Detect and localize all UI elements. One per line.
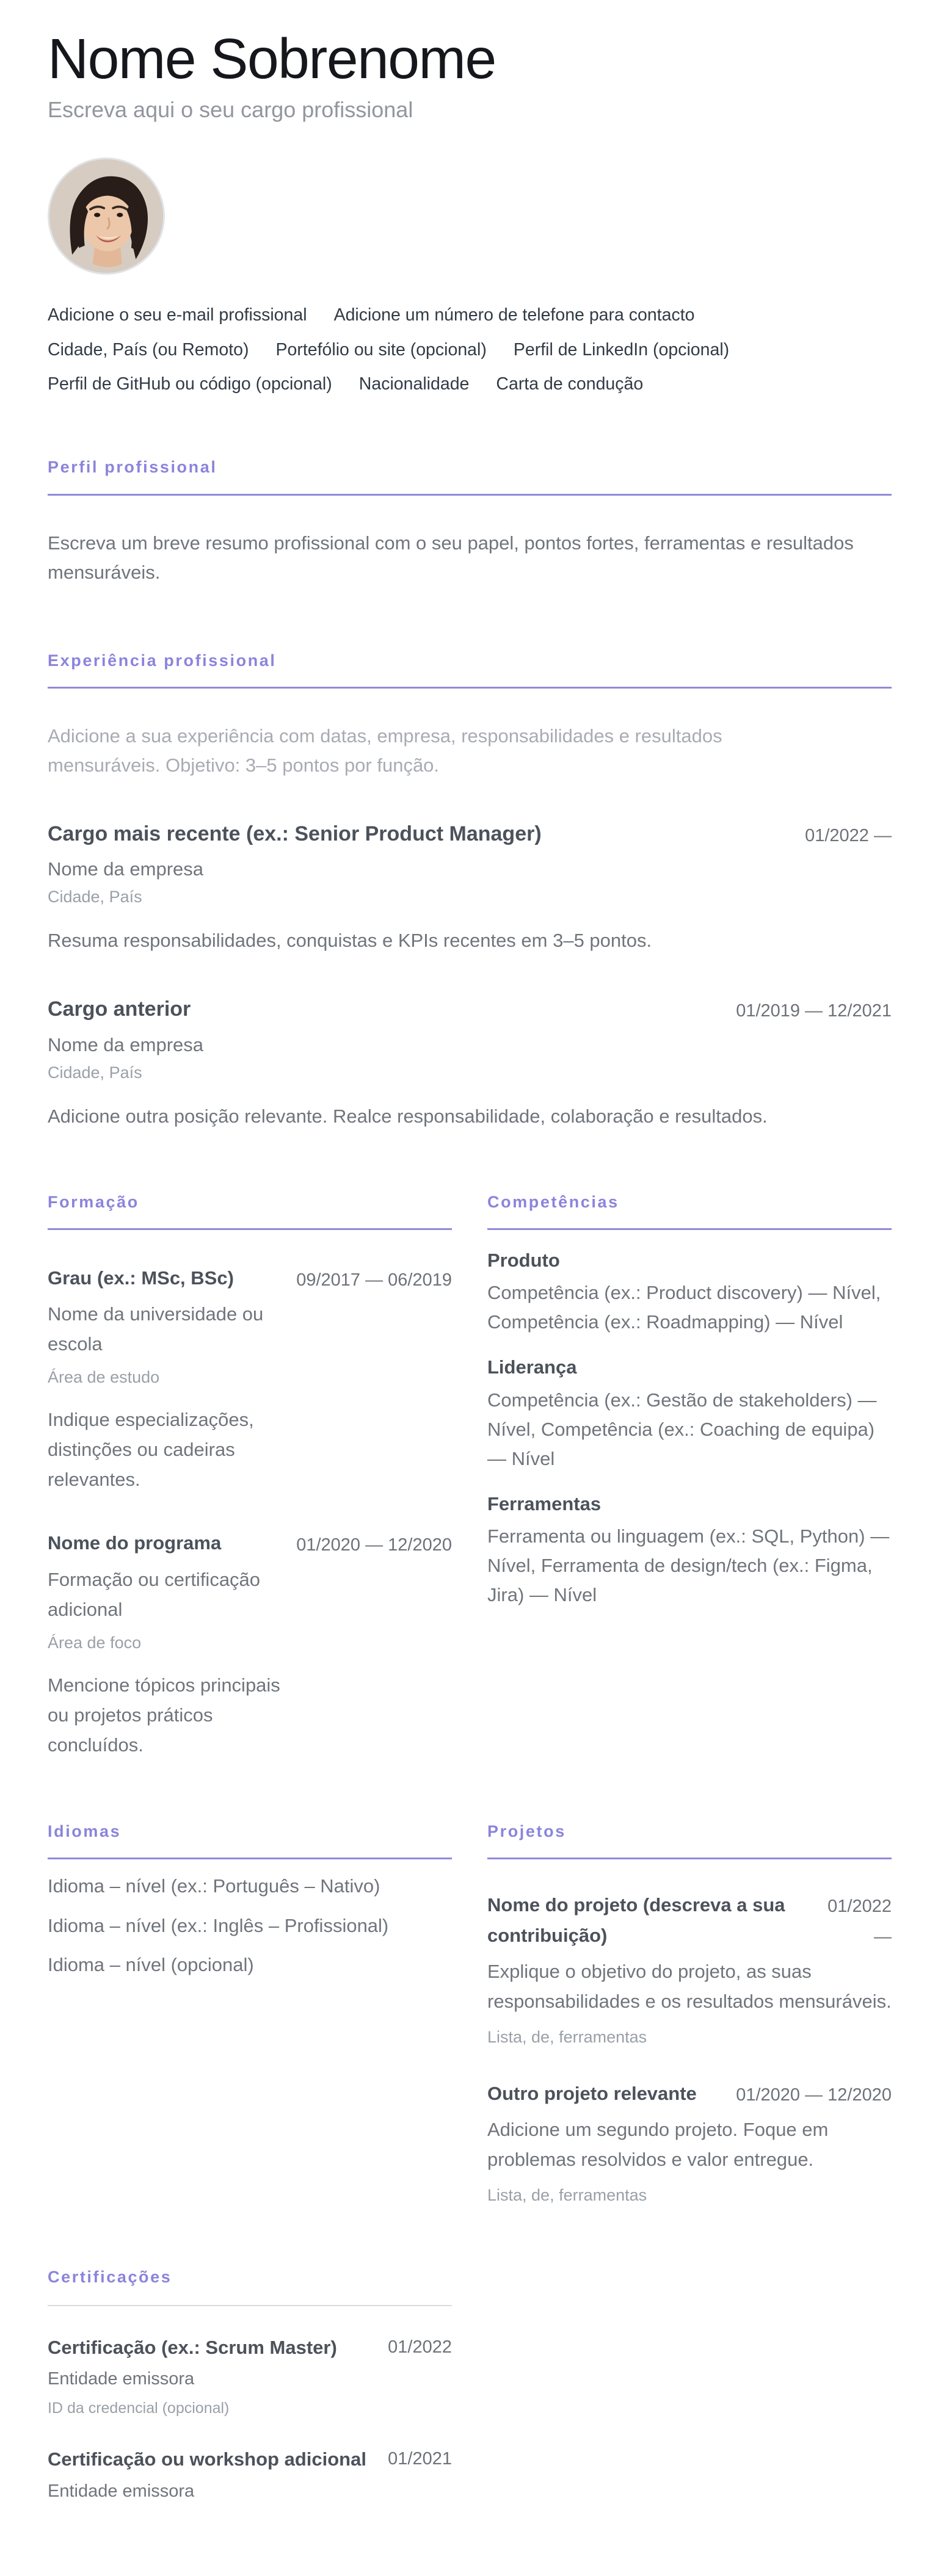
contact-row [48,306,892,325]
education-entry-main [48,1264,283,1495]
section-title-certifications: Certificações [48,2268,172,2287]
certification-entry [48,2446,452,2503]
certification-credential: ID da credencial (opcional) [48,2399,230,2417]
skill-group [487,1491,892,1610]
section-divider [487,1228,892,1230]
experience-role: Cargo anterior [48,997,191,1021]
two-column-row [48,1192,892,1760]
section-certifications [48,2267,452,2503]
profile-photo [48,157,165,275]
contact-location: Cidade, País (ou Remoto) [48,339,249,360]
section-title-profile: Perfil profissional [48,458,217,477]
education-entry [48,1529,452,1760]
contact-driving-license: Carta de condução [496,374,644,394]
project-dates: 01/2022 — [827,1897,892,1947]
project-dates: 01/2020 — 12/2020 [736,2085,892,2105]
language-item: Idioma – nível (ex.: Português – Nativo) [48,1875,380,1897]
project-entry-head [487,1890,892,1952]
project-description: Explique o objetivo do projeto, as suas responsabilidades e os resultados mensuráveis. [487,1960,892,2012]
language-item: Idioma – nível (ex.: Inglês – Profissional) [48,1914,389,1936]
experience-location: Cidade, País [48,1063,142,1082]
section-divider [487,1858,892,1859]
contact-phone: Adicione um número de telefone para contacto [333,305,695,325]
experience-company: Nome da empresa [48,858,204,880]
section-divider [48,2305,452,2306]
skill-group-items: Competência (ex.: Product discovery) — Nível, Competência (ex.: Roadmapping) — Nível [487,1282,881,1333]
education-entry-main [48,1529,283,1760]
skill-group-name: Liderança [487,1356,577,1378]
experience-location: Cidade, País [48,888,142,906]
experience-entry [48,820,892,955]
experience-summary: Resuma responsabilidades, conquistas e KPIs recentes em 3–5 pontos. [48,930,652,952]
skill-group-name: Ferramentas [487,1492,602,1514]
project-tools: Lista, de, ferramentas [487,2027,647,2046]
education-degree: Nome do programa [48,1532,222,1554]
skill-group [487,1247,892,1337]
two-column-row [48,2267,892,2503]
section-divider [48,494,892,496]
contact-nationality: Nacionalidade [358,374,470,394]
experience-company: Nome da empresa [48,1033,204,1055]
section-languages [48,1822,452,1977]
language-item: Idioma – nível (opcional) [48,1953,254,1975]
certification-entry-head [48,2446,452,2473]
project-entry-head [487,2079,892,2110]
education-field: Área de estudo [48,1368,160,1387]
section-skills [487,1192,892,1610]
project-entry [487,2079,892,2206]
section-profile [48,457,892,587]
experience-intro: Adicione a sua experiência com datas, empresa, responsabilidades e resultados mensuráveis. Objetivo: 3–5 pontos por função. [48,725,722,776]
project-name: Nome do projeto (descreva a sua contribuição) [487,1894,785,1946]
certification-name: Certificação (ex.: Scrum Master) [48,2336,337,2358]
skill-group [487,1354,892,1474]
education-school: Formação ou certificação adicional [48,1568,261,1620]
certification-entry [48,2334,452,2419]
profile-photo-illustration [49,159,163,273]
contact-email: Adicione o seu e-mail profissional [48,305,307,325]
education-dates: 01/2020 — 12/2020 [296,1535,452,1555]
certification-name: Certificação ou workshop adicional [48,2448,366,2470]
experience-entry [48,996,892,1131]
contact-row [48,341,892,360]
section-title-languages: Idiomas [48,1822,122,1840]
experience-role: Cargo mais recente (ex.: Senior Product Manager) [48,822,542,846]
cv-headline: Escreva aqui o seu cargo profissional [48,97,413,123]
education-notes: Mencione tópicos principais ou projetos práticos concluídos. [48,1674,280,1756]
education-entry [48,1264,452,1495]
education-dates: 09/2017 — 06/2019 [296,1270,452,1290]
section-divider [48,687,892,689]
education-school: Nome da universidade ou escola [48,1303,264,1355]
certification-date: 01/2021 [388,2449,452,2469]
profile-summary: Escreva um breve resumo profissional com o seu papel, pontos fortes, ferramentas e resultados mensuráveis. [48,532,854,583]
cv-name: Nome Sobrenome [48,27,496,90]
section-title-experience: Experiência profissional [48,651,277,670]
section-education [48,1192,452,1760]
section-title-skills: Competências [487,1192,619,1211]
certification-issuer: Entidade emissora [48,2481,195,2501]
skill-group-items: Ferramenta ou linguagem (ex.: SQL, Python) — Nível, Ferramenta de design/tech (ex.: Figma, Jira) — Nível [487,1525,890,1606]
contact-row [48,375,892,394]
contact-linkedin: Perfil de LinkedIn (opcional) [513,339,730,360]
contact-portfolio: Portefólio ou site (opcional) [275,339,487,360]
skill-group-items: Competência (ex.: Gestão de stakeholders) — Nível, Competência (ex.: Coaching de equipa) — Nível [487,1389,877,1469]
section-experience [48,651,892,1131]
section-title-education: Formação [48,1192,139,1211]
education-field: Área de foco [48,1633,142,1652]
education-notes: Indique especializações, distinções ou cadeiras relevantes. [48,1409,254,1491]
section-title-projects: Projetos [487,1822,566,1840]
certification-issuer: Entidade emissora [48,2369,195,2389]
experience-entry-head [48,820,892,848]
skill-group-name: Produto [487,1249,560,1271]
contact-block [48,306,892,394]
experience-dates: 01/2019 — 12/2021 [736,1001,892,1021]
education-degree: Grau (ex.: MSc, BSc) [48,1267,234,1289]
certification-entry-head [48,2334,452,2361]
certification-date: 01/2022 [388,2337,452,2357]
contact-github: Perfil de GitHub ou código (opcional) [48,374,332,394]
experience-entry-head [48,996,892,1024]
experience-summary: Adicione outra posição relevante. Realce responsabilidade, colaboração e resultados. [48,1105,768,1127]
project-description: Adicione um segundo projeto. Foque em problemas resolvidos e valor entregue. [487,2119,829,2171]
section-divider [48,1858,452,1859]
project-tools: Lista, de, ferramentas [487,2186,647,2205]
project-name: Outro projeto relevante [487,2082,697,2104]
project-entry [487,1890,892,2048]
section-projects [487,1822,892,2206]
section-divider [48,1228,452,1230]
experience-dates: 01/2022 — [805,826,892,846]
two-column-row [48,1822,892,2206]
